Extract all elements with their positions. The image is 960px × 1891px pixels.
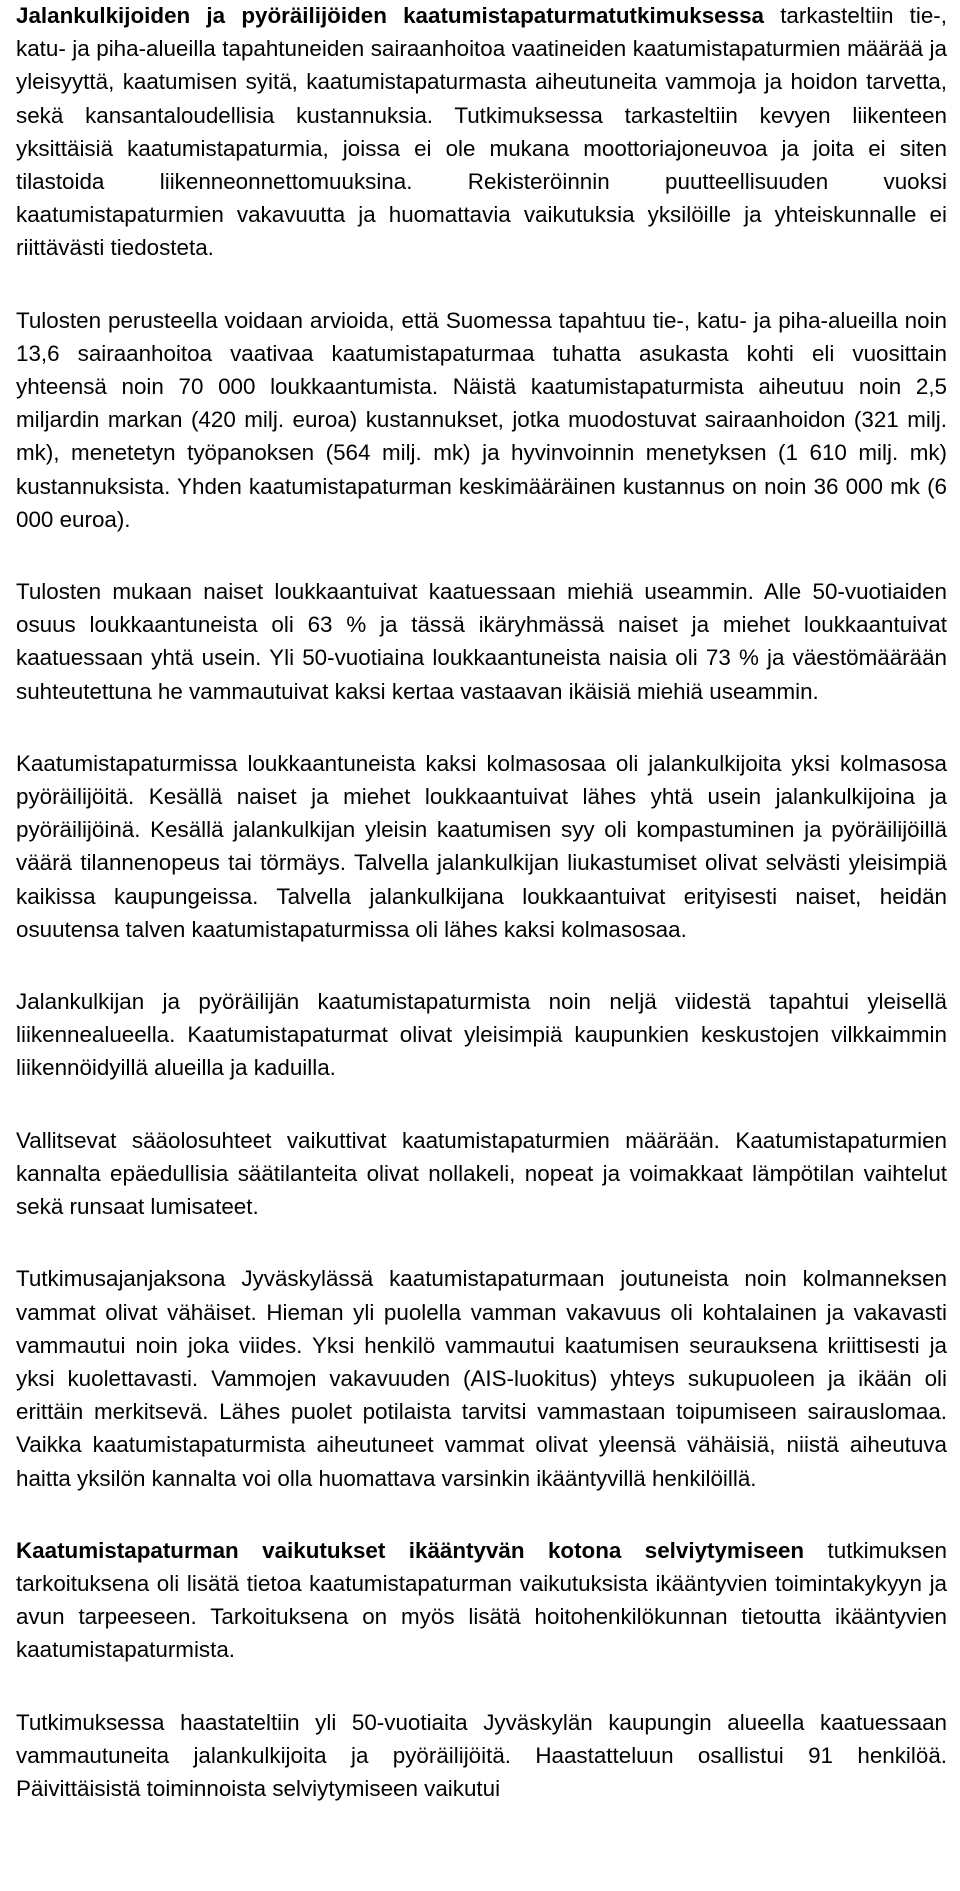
paragraph-text: Jalankulkijan ja pyöräilijän kaatumistapaturmista noin neljä viidestä tapahtui yleisellä liikennealueella. Kaatumistapaturmat olivat yleisimpiä kaupunkien keskustojen vilkkaimmin liikennöidyillä alueilla ja kaduilla. <box>16 989 947 1081</box>
paragraph-text: Tutkimusajanjaksona Jyväskylässä kaatumistapaturmaan joutuneista noin kolmanneksen vammat olivat vähäiset. Hieman yli puolella vamman vakavuus oli kohtalainen ja vakavasti vammautui noin joka viides. Yksi henkilö vammautui kaatumisen seurauksena kriittisesti ja yksi kuolettavasti. Vammojen vakavuuden (AIS-luokitus) yhteys sukupuoleen ja ikään oli erittäin merkitsevä. Lähes puolet potilaista tarvitsi vammastaan toipumiseen sairauslomaa. Vaikka kaatumistapaturmista aiheutuneet vammat olivat yleensä vähäisiä, niistä aiheutuva haitta yksilön kannalta voi olla huomattava varsinkin ikääntyvillä henkilöillä. <box>16 1266 947 1491</box>
paragraph-text: tutkimuksen tarkoituksena oli lisätä tietoa kaatumistapaturman vaikutuksista ikääntyvien toimintakykyyn ja avun tarpeeseen. Tarkoituksena on myös lisätä hoitohenkilökunnan tietoutta ikääntyvien kaatumistapaturmista. <box>16 1537 947 1663</box>
paragraph-text: Kaatumistapaturmissa loukkaantuneista kaksi kolmasosaa oli jalankulkijoita yksi kolmasosa pyöräilijöitä. Kesällä naiset ja miehet loukkaantuivat lähes yhtä usein jalankulkijoina ja pyöräilijöinä. Kesällä jalankulkijan yleisin kaatumisen syy oli kompastuminen ja pyöräilijöillä väärä tilannenopeus tai törmäys. Talvella jalankulkijan liukastumiset olivat selvästi yleisimpiä kaikissa kaupungeissa. Talvella jalankulkijana loukkaantuivat erityisesti naiset, heidän osuutensa talven kaatumistapaturmissa oli lähes kaksi kolmasosaa. <box>16 750 947 942</box>
paragraph-text: Tulosten perusteella voidaan arvioida, että Suomessa tapahtuu tie-, katu- ja piha-alueilla noin 13,6 sairaanhoitoa vaativaa kaatumistapaturmaa tuhatta asukasta kohti eli vuosittain yhteensä noin 70 000 loukkaantumista. Näistä kaatumistapaturmista aiheutuu noin 2,5 miljardin markan (420 milj. euroa) kustannukset, jotka muodostuvat sairaanhoidon (321 milj. mk), menetetyn työpanoksen (564 milj. mk) ja hyvinvoinnin menetyksen (1 610 milj. mk) kustannuksista. Yhden kaatumistapaturman keskimääräinen kustannus on noin 36 000 mk (6 000 euroa). <box>16 307 947 532</box>
study-title: Jalankulkijoiden ja pyöräilijöiden kaatumistapaturmatutkimuksessa <box>16 3 764 28</box>
paragraph-injury-severity <box>16 1262 947 1494</box>
paragraph-costs <box>16 304 947 536</box>
paragraph-weather <box>16 1124 947 1224</box>
paragraph-location <box>16 985 947 1085</box>
paragraph-interviews <box>16 1706 947 1806</box>
paragraph-study-intro <box>16 0 947 265</box>
paragraph-text: Tutkimuksessa haastateltiin yli 50-vuotiaita Jyväskylän kaupungin alueella kaatuessaan vammautuneita jalankulkijoita ja pyöräilijöitä. Haastatteluun osallistui 91 henkilöä. Päivittäisistä toiminnoista selviytymiseen vaikutui <box>16 1709 947 1801</box>
paragraph-elderly-study <box>16 1534 947 1667</box>
paragraph-gender-age <box>16 575 947 708</box>
study-title: Kaatumistapaturman vaikutukset ikääntyvän kotona selviytymiseen <box>16 1537 805 1563</box>
paragraph-text: Vallitsevat sääolosuhteet vaikuttivat kaatumistapaturmien määrään. Kaatumistapaturmien kannalta epäedullisia säätilanteita olivat nollakeli, nopeat ja voimakkaat lämpötilan vaihtelut sekä runsaat lumisateet. <box>16 1127 947 1220</box>
paragraph-text: tarkasteltiin tie-, katu- ja piha-alueilla tapahtuneiden sairaanhoitoa vaatineiden kaatumistapaturmien määrää ja yleisyyttä, kaatumisen syitä, kaatumistapaturmasta aiheutuneita vammoja ja hoidon tarvetta, sekä kansantaloudellisia kustannuksia. Tutkimuksessa tarkasteltiin kevyen liikenteen yksittäisiä kaatumistapaturmia, joissa ei ole mukana moottoriajoneuvoa ja joita ei siten tilastoida liikenneonnettomuuksina. Rekisteröinnin puutteellisuuden vuoksi kaatumistapaturmien vakavuutta ja huomattavia vaikutuksia yksilöille ja yhteiskunnalle ei riittävästi tiedosteta. <box>16 3 947 261</box>
paragraph-text: Tulosten mukaan naiset loukkaantuivat kaatuessaan miehiä useammin. Alle 50-vuotiaiden osuus loukkaantuneista oli 63 % ja tässä ikäryhmässä naiset ja miehet loukkaantuivat kaatuessaan yhtä usein. Yli 50-vuotiaina loukkaantuneista naisia oli 73 % ja väestömäärään suhteutettuna he vammautuivat kaksi kertaa vastaavan ikäisiä miehiä useammin. <box>16 579 947 704</box>
paragraph-pedestrians-cyclists <box>16 747 947 946</box>
